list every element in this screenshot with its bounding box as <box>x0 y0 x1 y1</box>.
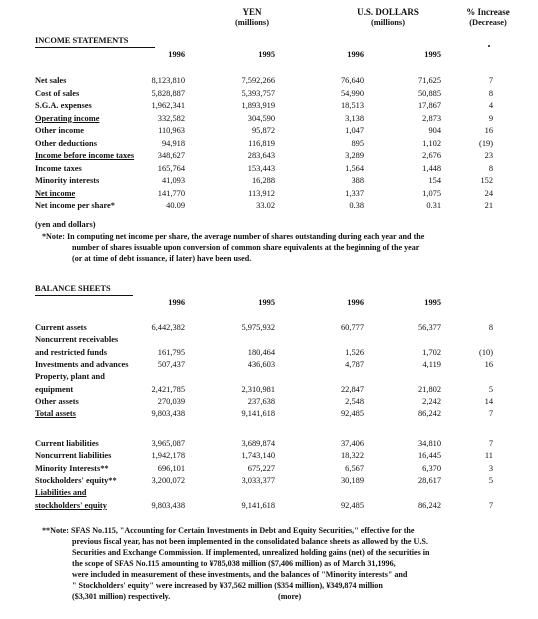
row-value: 7 <box>488 409 493 419</box>
row-value: 14 <box>484 396 493 406</box>
row-value: 1,942,178 <box>151 451 185 461</box>
row-label: Minority Interests** <box>35 463 109 473</box>
table-row <box>0 384 538 395</box>
row-value: 71,625 <box>417 76 441 85</box>
row-value: 304,590 <box>247 113 275 123</box>
note-line: were included in measurement of these investments, and the balances of "Minority interests" and <box>72 570 408 579</box>
row-value: 94,918 <box>161 138 185 148</box>
year-header: 1995 <box>424 50 441 59</box>
row-value: 141,770 <box>157 188 185 198</box>
row-label: Property, plant and <box>35 372 105 382</box>
note-line: **Note: SFAS No.115, "Accounting for Certain Investments in Debt and Equity Securities," effective for the <box>42 526 415 535</box>
row-value: 8 <box>488 88 493 98</box>
row-label: Income before income taxes <box>35 151 135 160</box>
row-value: 283,643 <box>247 151 275 160</box>
row-value: 895 <box>351 138 364 148</box>
row-value: 8 <box>488 163 493 173</box>
row-value: 2,310,981 <box>241 384 275 394</box>
row-value: 0.38 <box>349 201 364 210</box>
row-label: Minority interests <box>35 176 100 185</box>
year-header: 1996 <box>347 50 364 59</box>
row-value: 21,802 <box>417 384 441 394</box>
dot-mark <box>488 45 490 47</box>
row-value: 161,795 <box>157 347 185 357</box>
row-value: 21 <box>484 201 493 210</box>
row-label: Other deductions <box>35 138 97 148</box>
row-value: 2,421,785 <box>151 384 185 394</box>
table-row <box>0 371 538 382</box>
table-row <box>0 150 538 161</box>
row-value: 154 <box>428 176 441 185</box>
row-value: 1,962,341 <box>151 101 185 110</box>
usd-header: U.S. DOLLARS <box>357 7 419 17</box>
table-row <box>0 138 538 149</box>
row-value: 7 <box>488 500 493 510</box>
row-value: 60,777 <box>340 323 364 332</box>
row-value: 16 <box>484 126 493 135</box>
row-label: Other income <box>35 126 84 135</box>
income-statements-title: INCOME STATEMENTS <box>35 36 129 45</box>
row-value: 5 <box>488 475 493 485</box>
row-label: Net income per share* <box>35 201 115 210</box>
row-value: 3,965,087 <box>151 439 185 448</box>
row-label: Investments and advances <box>35 359 129 369</box>
row-value: 7 <box>488 439 493 448</box>
row-value: 1,564 <box>345 163 364 173</box>
title-rule <box>35 47 155 48</box>
table-row <box>0 163 538 174</box>
row-label: Other assets <box>35 396 79 406</box>
table-row <box>0 475 538 486</box>
row-value: 180,464 <box>247 347 275 357</box>
row-value: 18,513 <box>340 101 364 110</box>
row-value: 16,445 <box>417 451 441 461</box>
row-value: 22,847 <box>340 384 364 394</box>
row-value: 2,676 <box>422 151 441 160</box>
year-header: 1995 <box>424 298 441 307</box>
row-label: Stockholders' equity** <box>35 475 117 485</box>
row-label: Income taxes <box>35 163 82 173</box>
row-value: 28,617 <box>417 475 441 485</box>
row-value: 675,227 <box>247 463 275 473</box>
row-value: 1,337 <box>345 188 364 198</box>
row-label: Net income <box>35 188 76 198</box>
row-value: 54,990 <box>340 88 364 98</box>
row-value: 1,526 <box>345 347 364 357</box>
row-value: 41,093 <box>161 176 185 185</box>
row-value: 1,047 <box>345 126 364 135</box>
row-value: 8,123,810 <box>151 76 185 85</box>
row-value: 9 <box>488 113 493 123</box>
note-line: ($3,301 million) respectively. <box>72 592 171 601</box>
row-value: 1,893,919 <box>241 101 275 110</box>
row-value: 9,141,618 <box>241 500 275 510</box>
row-value: 8 <box>488 323 493 332</box>
table-row <box>0 88 538 99</box>
balance-sheets-title: BALANCE SHEETS <box>35 284 111 293</box>
row-value: 17,867 <box>417 101 441 110</box>
row-value: 4 <box>488 101 493 110</box>
table-row <box>0 450 538 461</box>
table-row <box>0 75 538 86</box>
row-value: 92,485 <box>340 500 364 510</box>
row-value: 348,627 <box>157 151 185 160</box>
row-value: 86,242 <box>417 500 441 510</box>
note-line: the scope of SFAS No.115 amounting to ¥785,038 million ($7,406 million) as of March 31,1996, <box>72 559 396 568</box>
row-value: 1,702 <box>422 347 441 357</box>
row-value: 76,640 <box>340 76 364 85</box>
row-value: 9,803,438 <box>151 409 185 419</box>
row-value: 696,101 <box>157 463 185 473</box>
yen-unit: (millions) <box>235 18 269 27</box>
row-value: 56,377 <box>417 323 441 332</box>
row-value: 7 <box>488 76 493 85</box>
row-value: 113,912 <box>248 188 275 198</box>
note-line: previous fiscal year, has not been implemented in the consolidated balance sheets as allowed by the U.S. <box>72 537 428 546</box>
year-header: 1996 <box>347 298 364 307</box>
note-line: (or at time of debt issuance, if later) have been used. <box>72 254 252 263</box>
row-value: 237,638 <box>247 396 275 406</box>
row-value: 152 <box>480 176 493 185</box>
table-row <box>0 188 538 199</box>
row-label: Net sales <box>35 76 67 85</box>
note-line: number of shares issuable upon conversion of common share equivalents at the beginning of the year <box>72 243 420 252</box>
row-value: 165,764 <box>157 163 185 173</box>
year-header: 1995 <box>258 50 275 59</box>
row-value: 5,975,932 <box>241 323 275 332</box>
row-value: 4,119 <box>422 359 441 369</box>
row-value: 1,743,140 <box>241 451 275 461</box>
row-value: 5 <box>488 384 493 394</box>
row-value: 153,443 <box>247 163 275 173</box>
row-value: 116,819 <box>248 138 275 148</box>
row-value: 9,803,438 <box>151 500 185 510</box>
row-value: 3,689,874 <box>241 439 275 448</box>
table-row <box>0 175 538 186</box>
row-value: (10) <box>479 347 493 357</box>
row-label: Operating income <box>35 113 100 123</box>
table-row <box>0 500 538 511</box>
table-row <box>0 200 538 211</box>
year-header: 1996 <box>168 298 185 307</box>
row-value: 7,592,266 <box>241 76 275 85</box>
row-label: Cost of sales <box>35 88 80 98</box>
table-row <box>0 334 538 345</box>
note-line: Securities and Exchange Commission. If implemented, unrealized holding gains (net) of the securities in <box>72 548 430 557</box>
row-value: 37,406 <box>340 439 364 448</box>
table-row <box>0 100 538 111</box>
row-value: 2,548 <box>345 396 364 406</box>
table-row <box>0 322 538 333</box>
year-header: 1995 <box>258 298 275 307</box>
row-value: 1,075 <box>422 188 441 198</box>
row-value: 9,141,618 <box>241 409 275 419</box>
row-value: 270,039 <box>157 396 185 406</box>
row-label: S.G.A. expenses <box>35 101 92 110</box>
year-header: 1996 <box>168 50 185 59</box>
per-share-unit: (yen and dollars) <box>35 220 96 229</box>
row-value: 23 <box>484 151 493 160</box>
row-label: stockholders' equity <box>35 500 107 510</box>
table-row <box>0 396 538 407</box>
row-value: 95,872 <box>251 126 275 135</box>
row-value: 6,442,382 <box>151 323 185 332</box>
yen-header: YEN <box>242 7 262 17</box>
row-value: 3,289 <box>345 151 364 160</box>
pct-header: % Increase <box>466 7 510 17</box>
row-value: 50,885 <box>417 88 441 98</box>
table-row <box>0 438 538 449</box>
table-row <box>0 125 538 136</box>
row-label: Total assets <box>35 409 76 419</box>
row-label: Liabilities and <box>35 488 87 498</box>
table-row <box>0 359 538 370</box>
row-value: 16 <box>484 359 493 369</box>
table-row <box>0 347 538 358</box>
row-value: 507,437 <box>157 359 185 369</box>
row-value: 6,567 <box>345 463 364 473</box>
row-value: 40.09 <box>166 201 185 210</box>
row-label: equipment <box>35 384 74 394</box>
row-value: 332,582 <box>157 113 185 123</box>
note-line: " Stockholders' equity" were increased by ¥37,562 million ($354 million), ¥349,874 million <box>72 581 383 590</box>
row-value: 6,370 <box>422 463 441 473</box>
pct-unit: (Decrease) <box>469 18 507 27</box>
row-value: 5,828,887 <box>151 88 185 98</box>
table-row <box>0 487 538 498</box>
row-value: 30,189 <box>340 475 364 485</box>
row-value: (19) <box>479 138 493 148</box>
row-value: 3,200,072 <box>151 475 185 485</box>
usd-unit: (millions) <box>371 18 405 27</box>
row-value: 4,787 <box>345 359 364 369</box>
row-value: 0.31 <box>426 201 441 210</box>
row-label: Current liabilities <box>35 439 99 448</box>
row-label: Noncurrent liabilities <box>35 451 112 461</box>
row-value: 1,448 <box>422 163 441 173</box>
row-label: and restricted funds <box>35 347 107 357</box>
row-value: 436,603 <box>247 359 275 369</box>
row-value: 388 <box>351 176 364 185</box>
row-value: 3,138 <box>345 113 364 123</box>
table-row <box>0 113 538 124</box>
row-value: 86,242 <box>417 409 441 419</box>
row-label: Noncurrent receivables <box>35 335 119 345</box>
note-line: *Note: In computing net income per share, the average number of shares outstanding during each year and the <box>42 232 425 241</box>
table-row <box>0 408 538 419</box>
row-value: 2,242 <box>422 396 441 406</box>
row-value: 16,288 <box>251 176 275 185</box>
row-value: 2,873 <box>422 113 441 123</box>
row-value: 11 <box>484 451 493 461</box>
row-value: 34,810 <box>417 439 441 448</box>
row-value: 24 <box>484 188 493 198</box>
row-value: 33.02 <box>256 201 275 210</box>
row-label: Current assets <box>35 323 87 332</box>
row-value: 92,485 <box>340 409 364 419</box>
more-marker: (more) <box>278 592 302 601</box>
row-value: 1,102 <box>422 138 441 148</box>
row-value: 18,322 <box>340 451 364 461</box>
row-value: 3,033,377 <box>241 475 275 485</box>
row-value: 904 <box>428 126 441 135</box>
row-value: 5,393,757 <box>241 88 275 98</box>
title-rule <box>35 295 133 296</box>
row-value: 3 <box>488 463 493 473</box>
table-row <box>0 463 538 474</box>
row-value: 110,963 <box>158 126 185 135</box>
